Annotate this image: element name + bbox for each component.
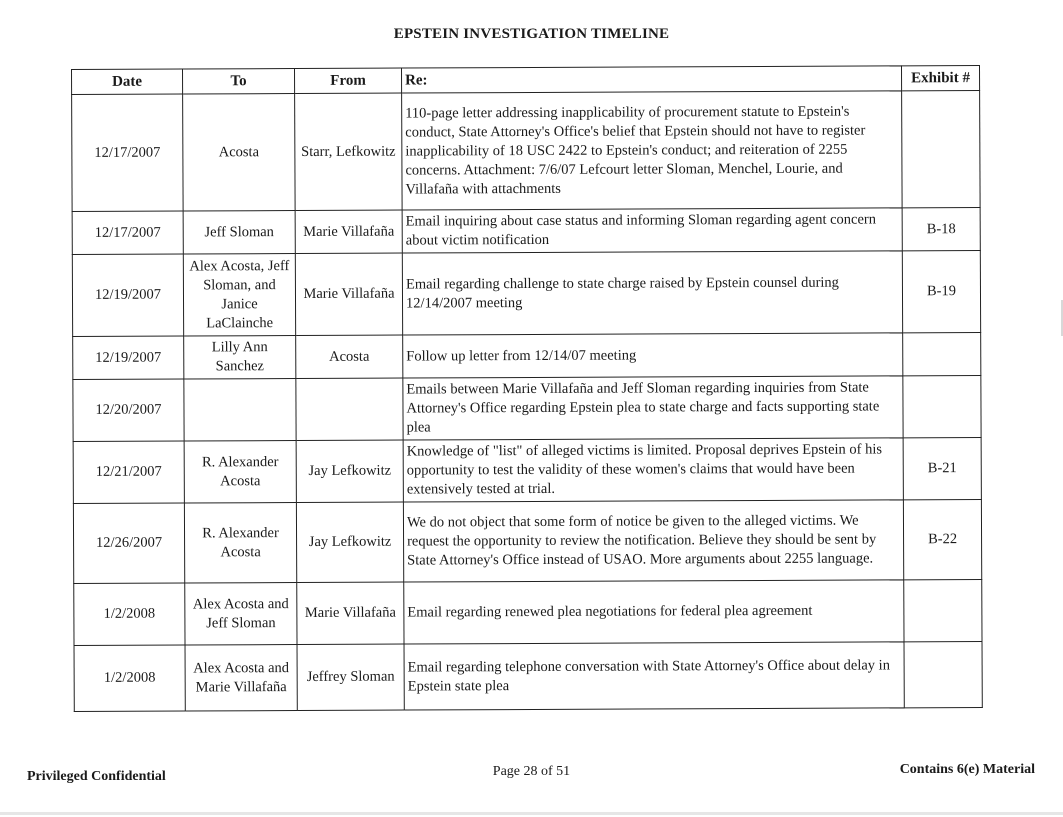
cell-exhibit xyxy=(902,91,981,208)
header-re: Re: xyxy=(401,66,901,93)
cell-to xyxy=(184,379,296,441)
cell-re: Emails between Marie Villafaña and Jeff Sloman regarding inquiries from State Attorney's Office regarding Epstein plea to state charge and facts supporting state plea xyxy=(403,376,903,440)
cell-date: 1/2/2008 xyxy=(74,645,185,711)
cell-date: 12/20/2007 xyxy=(73,379,184,441)
cell-to: R. Alexander Acosta xyxy=(184,441,296,503)
cell-exhibit xyxy=(904,642,982,708)
cell-exhibit: B-22 xyxy=(903,500,981,580)
table-row xyxy=(73,376,981,442)
cell-re: Email inquiring about case status and informing Sloman regarding agent concern about victim notification xyxy=(402,208,902,253)
cell-to: Jeff Sloman xyxy=(183,211,295,254)
header-date: Date xyxy=(72,69,183,94)
cell-re: Email regarding telephone conversation with State Attorney's Office about delay in Epstein state plea xyxy=(404,642,904,710)
cell-to: R. Alexander Acosta xyxy=(184,503,296,583)
cell-to: Alex Acosta and Marie Villafaña xyxy=(185,645,297,711)
cell-to: Alex Acosta and Jeff Sloman xyxy=(185,583,297,645)
cell-from: Acosta xyxy=(296,335,403,378)
cell-exhibit xyxy=(903,333,981,376)
table-row xyxy=(74,642,982,712)
table-row xyxy=(73,438,981,504)
cell-exhibit xyxy=(903,376,981,438)
cell-re: 110-page letter addressing inapplicability of procurement statute to Epstein's conduct, State Attorney's Office's belief that Epstein should not have to register inapplicability of 18 USC 2422 to Epstein's conduct; and reiteration of 2255 concerns. Attachment: 7/6/07 Lefcourt letter Sloman, Menchel, Lourie, and Villafaña with attachments xyxy=(402,91,903,210)
cell-from: Starr, Lefkowitz xyxy=(295,93,403,210)
timeline-table xyxy=(71,65,983,712)
footer-privileged: Privileged Confidential xyxy=(27,769,166,784)
table-row xyxy=(72,251,980,337)
header-exhibit: Exhibit # xyxy=(901,66,979,91)
cell-date: 12/17/2007 xyxy=(72,211,183,254)
cell-from: Jeffrey Sloman xyxy=(297,644,404,710)
cell-re: Follow up letter from 12/14/07 meeting xyxy=(403,333,903,378)
cell-from xyxy=(296,378,403,440)
footer-6e-notice: Contains 6(e) Material xyxy=(899,762,1035,777)
page-title: EPSTEIN INVESTIGATION TIMELINE xyxy=(393,26,670,42)
cell-from: Marie Villafaña xyxy=(297,582,404,644)
cell-to: Acosta xyxy=(183,94,296,211)
header-from: From xyxy=(295,68,402,93)
table-row xyxy=(72,208,980,255)
cell-re: We do not object that some form of notice be given to the alleged victims. We request the opportunity to review the notification. Believe they should be sent by State Attorney's Office instead of USAO. More arguments about 2255 language. xyxy=(403,500,903,582)
cell-date: 12/19/2007 xyxy=(72,254,183,336)
table-row xyxy=(74,580,982,646)
cell-from: Jay Lefkowitz xyxy=(296,440,403,502)
cell-re: Knowledge of "list" of alleged victims is limited. Proposal deprives Epstein of his opportunity to test the validity of these women's claims that would have been extensively tested at trial. xyxy=(403,438,903,502)
cell-to: Alex Acosta, Jeff Sloman, and Janice LaClainche xyxy=(183,254,295,336)
cell-date: 1/2/2008 xyxy=(74,583,185,645)
cell-date: 12/21/2007 xyxy=(73,441,184,503)
scan-edge-line xyxy=(0,812,1063,815)
cell-exhibit xyxy=(904,580,982,642)
table-row xyxy=(73,333,981,380)
cell-date: 12/26/2007 xyxy=(73,503,184,583)
cell-exhibit: B-21 xyxy=(903,438,981,500)
cell-from: Jay Lefkowitz xyxy=(296,502,403,582)
header-to: To xyxy=(183,69,295,94)
cell-from: Marie Villafaña xyxy=(295,210,402,253)
cell-to: Lilly Ann Sanchez xyxy=(184,336,296,379)
cell-from: Marie Villafaña xyxy=(295,253,402,335)
cell-exhibit: B-18 xyxy=(902,208,980,251)
table-row xyxy=(72,91,981,212)
cell-exhibit: B-19 xyxy=(902,251,980,333)
footer-page-number: Page 28 of 51 xyxy=(492,764,571,779)
cell-date: 12/19/2007 xyxy=(73,336,184,379)
table-row xyxy=(73,500,981,584)
cell-re: Email regarding renewed plea negotiations for federal plea agreement xyxy=(404,580,904,644)
cell-date: 12/17/2007 xyxy=(72,94,184,211)
cell-re: Email regarding challenge to state charge raised by Epstein counsel during 12/14/2007 meeting xyxy=(402,251,902,335)
